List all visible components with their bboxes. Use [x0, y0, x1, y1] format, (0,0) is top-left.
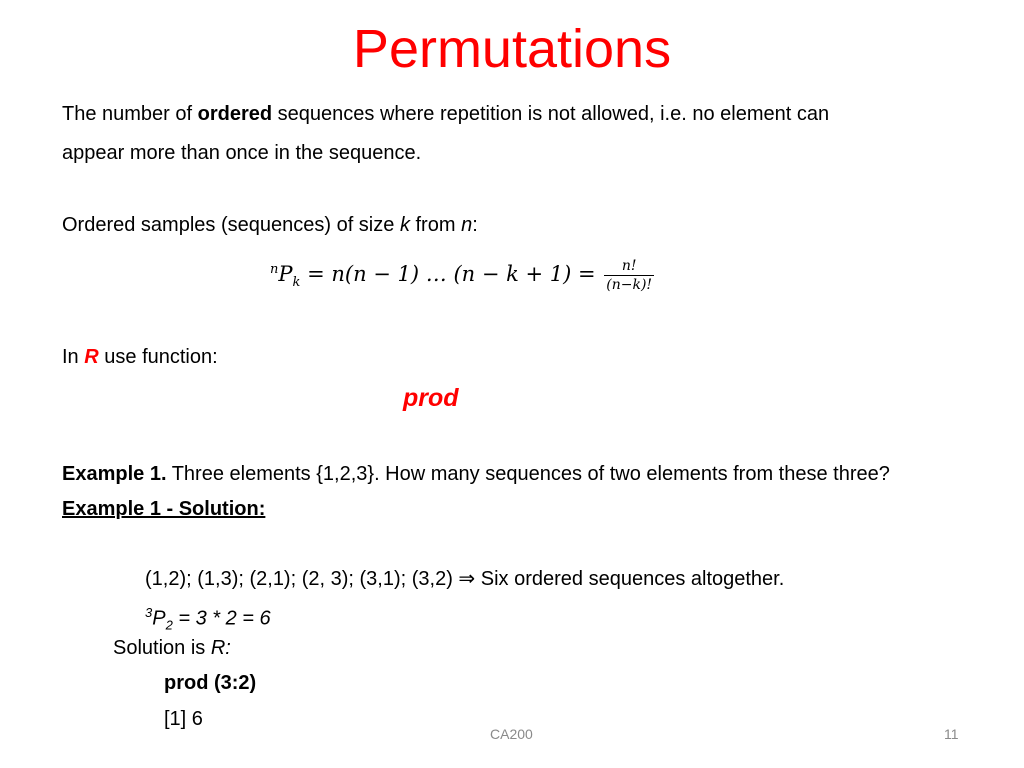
formula-expansion: = n(n − 1) … (n − k + 1) =	[300, 262, 603, 286]
intro-bold-word: ordered	[197, 103, 273, 125]
formula-fraction	[604, 257, 654, 294]
intro-line-1	[62, 102, 829, 126]
r-language-name: R	[84, 346, 99, 368]
sequences-result: Six ordered sequences altogether.	[475, 568, 785, 590]
function-name: prod	[403, 384, 459, 412]
permutation-formula	[270, 257, 654, 294]
formula-sub-k: k	[292, 275, 301, 291]
example-line	[62, 462, 890, 486]
intro-post: sequences where repetition is not allowed, i.e. no element can	[272, 103, 830, 125]
calc-sub: 2	[165, 617, 173, 633]
fraction-numerator: n!	[604, 257, 654, 276]
example-label: Example 1.	[62, 463, 167, 485]
calc-P: P	[152, 607, 166, 630]
samples-line	[62, 213, 478, 237]
calc-rest: = 3 * 2 = 6	[172, 607, 271, 630]
example-text: Three elements {1,2,3}. How many sequences of two elements from these three?	[166, 463, 890, 485]
solution-is-pre: Solution is	[113, 637, 211, 659]
footer-page-number: 11	[944, 726, 959, 742]
fraction-denominator: (n−k)!	[606, 277, 653, 293]
samples-n: n	[461, 214, 473, 236]
r-post: use function:	[98, 346, 218, 368]
calc-sup: 3	[145, 605, 153, 620]
solution-is-line	[113, 636, 231, 660]
formula-P: P	[278, 262, 293, 286]
samples-end: :	[472, 214, 478, 236]
sequences-line	[145, 567, 784, 591]
intro-pre: The number of	[62, 103, 198, 125]
samples-mid: from	[409, 214, 462, 236]
r-pre: In	[62, 346, 85, 368]
samples-k: k	[399, 214, 410, 236]
intro-line-2: appear more than once in the sequence.	[62, 142, 422, 164]
sequences-list: (1,2); (1,3); (2,1); (2, 3); (3,1); (3,2)	[145, 568, 459, 590]
calculation-line	[145, 601, 271, 638]
solution-is-r: R:	[210, 637, 231, 659]
samples-pre: Ordered samples (sequences) of size	[62, 214, 400, 236]
r-output-line: [1] 6	[164, 708, 203, 730]
slide-title: Permutations	[352, 19, 672, 79]
r-intro-line	[62, 345, 218, 369]
formula-sup-n: n	[270, 262, 279, 277]
solution-label: Example 1 - Solution:	[62, 498, 266, 520]
footer-course-code: CA200	[490, 726, 533, 742]
implies-icon: ⇒	[458, 568, 476, 590]
r-code-line: prod (3:2)	[164, 672, 257, 694]
